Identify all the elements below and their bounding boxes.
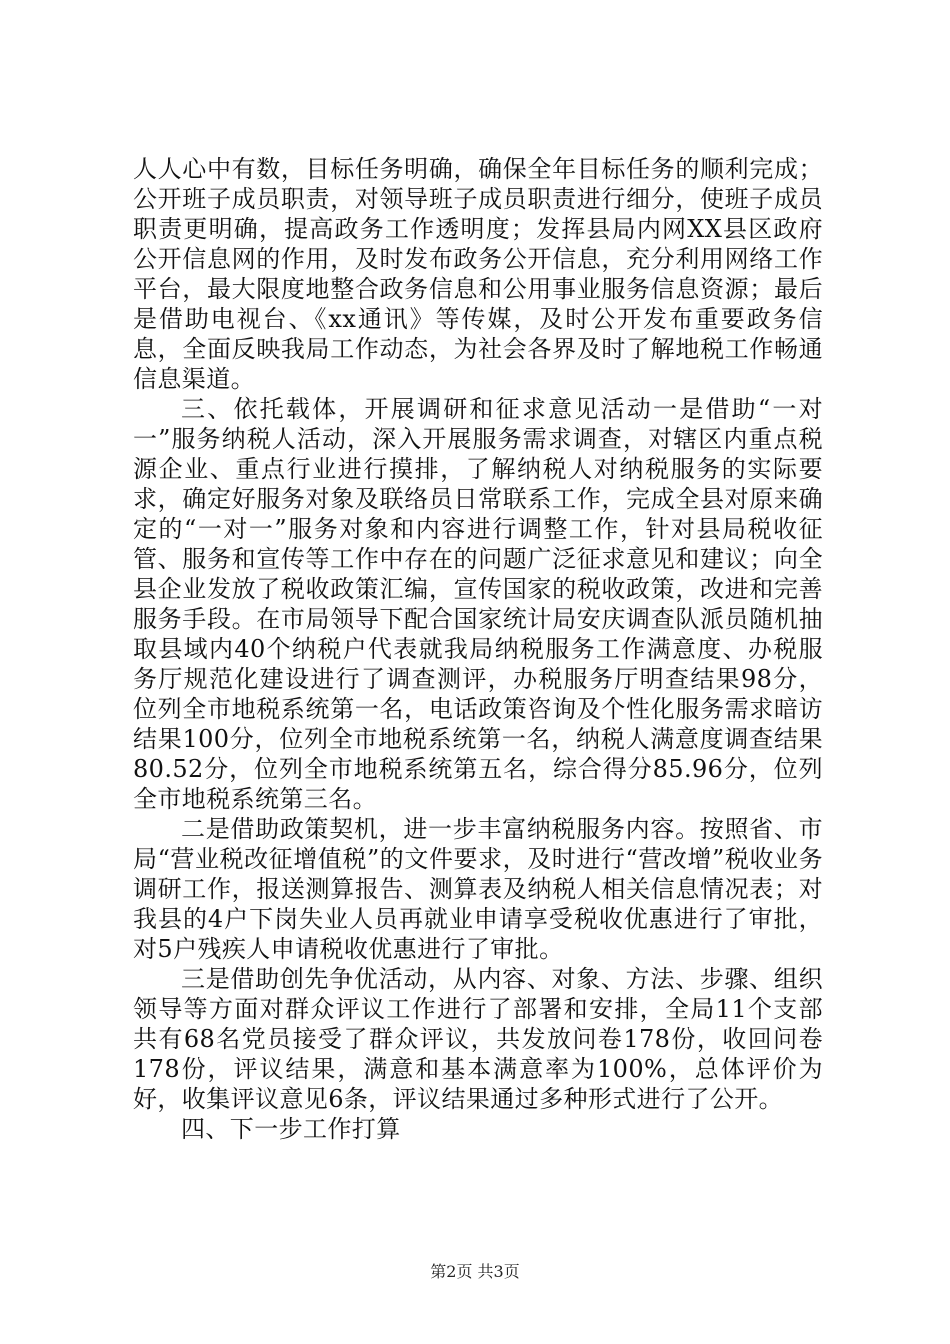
page-number-footer: 第2页 共3页 — [430, 1262, 520, 1281]
paragraph-3: 二是借助政策契机，进一步丰富纳税服务内容。按照省、市局“营业税改征增值税”的文件要求，及时进行“营改增”税收业务调研工作，报送测算报告、测算表及纳税人相关信息情况表；对我县的4户下岗失业人员再就业申请享受税收优惠进行了审批，对5户残疾人申请税收优惠进行了审批。 — [133, 815, 823, 963]
document-body — [133, 154, 823, 1144]
section-heading-next-steps: 四、下一步工作打算 — [181, 1115, 401, 1143]
paragraph-4: 三是借助创先争优活动，从内容、对象、方法、步骤、组织领导等方面对群众评议工作进行了部署和安排，全局11个支部共有68名党员接受了群众评议，共发放问卷178份，收回问卷178份，评议结果，满意和基本满意率为100%，总体评价为好，收集评议意见6条，评议结果通过多种形式进行了公开。 — [133, 965, 823, 1113]
paragraph-1: 人人心中有数，目标任务明确，确保全年目标任务的顺利完成；公开班子成员职责，对领导班子成员职责进行细分，使班子成员职责更明确，提高政务工作透明度；发挥县局内网XX县区政府公开信息网的作用，及时发布政务公开信息，充分利用网络工作平台，最大限度地整合政务信息和公用事业服务信息资源；最后是借助电视台、《xx通讯》等传媒，及时公开发布重要政务信息，全面反映我局工作动态，为社会各界及时了解地税工作畅通信息渠道。 — [133, 155, 823, 393]
paragraph-2: 三、依托载体，开展调研和征求意见活动一是借助“一对一”服务纳税人活动，深入开展服务需求调查，对辖区内重点税源企业、重点行业进行摸排，了解纳税人对纳税服务的实际要求，确定好服务对象及联络员日常联系工作，完成全县对原来确定的“一对一”服务对象和内容进行调整工作，针对县局税收征管、服务和宣传等工作中存在的问题广泛征求意见和建议；向全县企业发放了税收政策汇编，宣传国家的税收政策，改进和完善服务手段。在市局领导下配合国家统计局安庆调查队派员随机抽取县域内40个纳税户代表就我局纳税服务工作满意度、办税服务厅规范化建设进行了调查测评，办税服务厅明查结果98分，位列全市地税系统第一名，电话政策咨询及个性化服务需求暗访结果100分，位列全市地税系统第一名，纳税人满意度调查结果80.52分，位列全市地税系统第五名，综合得分85.96分，位列全市地税系统第三名。 — [133, 395, 823, 813]
